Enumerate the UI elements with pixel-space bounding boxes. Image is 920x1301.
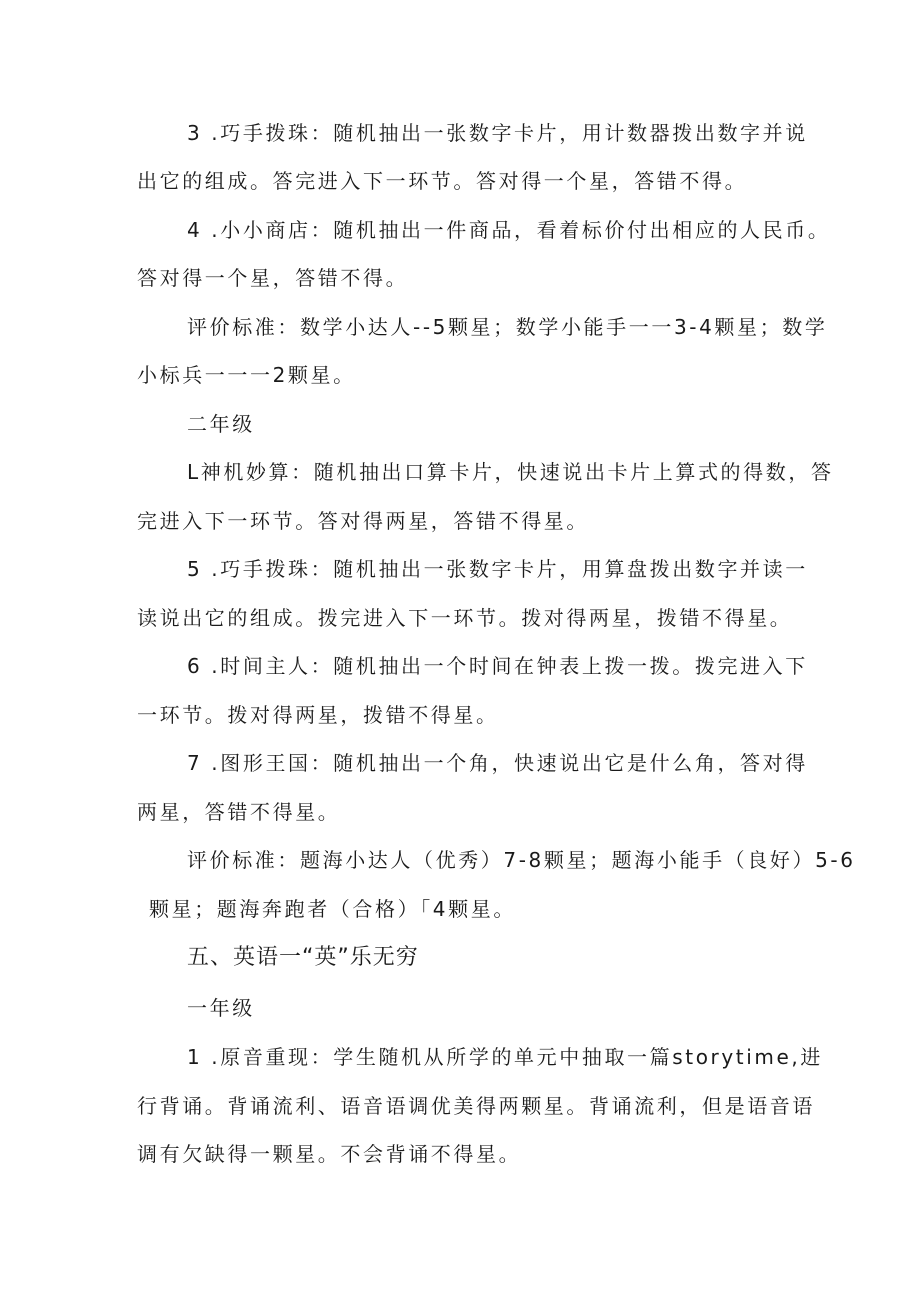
grade1-criteria-line-1: 评价标准：数学小达人--5颗星；数学小能手一一3-4颗星；数学: [187, 315, 828, 339]
paragraph-7-line-2: 两星，答错不得星。: [137, 800, 341, 824]
paragraph-6-line-1: 6 .时间主人：随机抽出一个时间在钟表上拨一拨。拨完进入下: [187, 654, 808, 678]
grade2-criteria-line-1: 评价标准：题海小达人（优秀）7-8颗星；题海小能手（良好）5-6: [187, 848, 856, 872]
paragraph-1-line-2: 完进入下一环节。答对得两星，答错不得星。: [137, 509, 589, 533]
paragraph-5-line-2: 读说出它的组成。拨完进入下一环节。拨对得两星，拨错不得星。: [137, 606, 793, 630]
paragraph-4-line-2: 答对得一个星，答错不得。: [137, 266, 409, 290]
paragraph-4-line-1: 4 .小小商店：随机抽出一件商品，看着标价付出相应的人民币。: [187, 218, 831, 242]
paragraph-5-line-1: 5 .巧手拨珠：随机抽出一张数字卡片，用算盘拨出数字并读一: [187, 557, 808, 581]
grade1-criteria-line-2: 小标兵一一一2颗星。: [137, 363, 356, 387]
grade1-heading: 一年级: [187, 996, 255, 1020]
paragraph-7-line-1: 7 .图形王国：随机抽出一个角，快速说出它是什么角，答对得: [187, 751, 808, 775]
paragraph-3-line-2: 出它的组成。答完进入下一环节。答对得一个星，答错不得。: [137, 169, 748, 193]
grade2-criteria-line-2: 颗星；题海奔跑者（合格）「4颗星。: [149, 897, 516, 921]
paragraph-3-line-1: 3 .巧手拨珠：随机抽出一张数字卡片，用计数器拨出数字并说: [187, 121, 808, 145]
grade2-heading: 二年级: [187, 412, 255, 436]
paragraph-6-line-2: 一环节。拨对得两星，拨错不得星。: [137, 703, 499, 727]
paragraph-english-1-line-3: 调有欠缺得一颗星。不会背诵不得星。: [137, 1142, 522, 1166]
section-heading-english: 五、英语一“英”乐无穷: [187, 945, 419, 970]
paragraph-english-1-line-1: 1 .原音重现：学生随机从所学的单元中抽取一篇storytime,进: [187, 1045, 823, 1069]
paragraph-english-1-line-2: 行背诵。背诵流利、语音语调优美得两颗星。背诵流利，但是语音语: [137, 1094, 815, 1118]
paragraph-1-line-1: L神机妙算：随机抽出口算卡片，快速说出卡片上算式的得数，答: [187, 460, 834, 484]
